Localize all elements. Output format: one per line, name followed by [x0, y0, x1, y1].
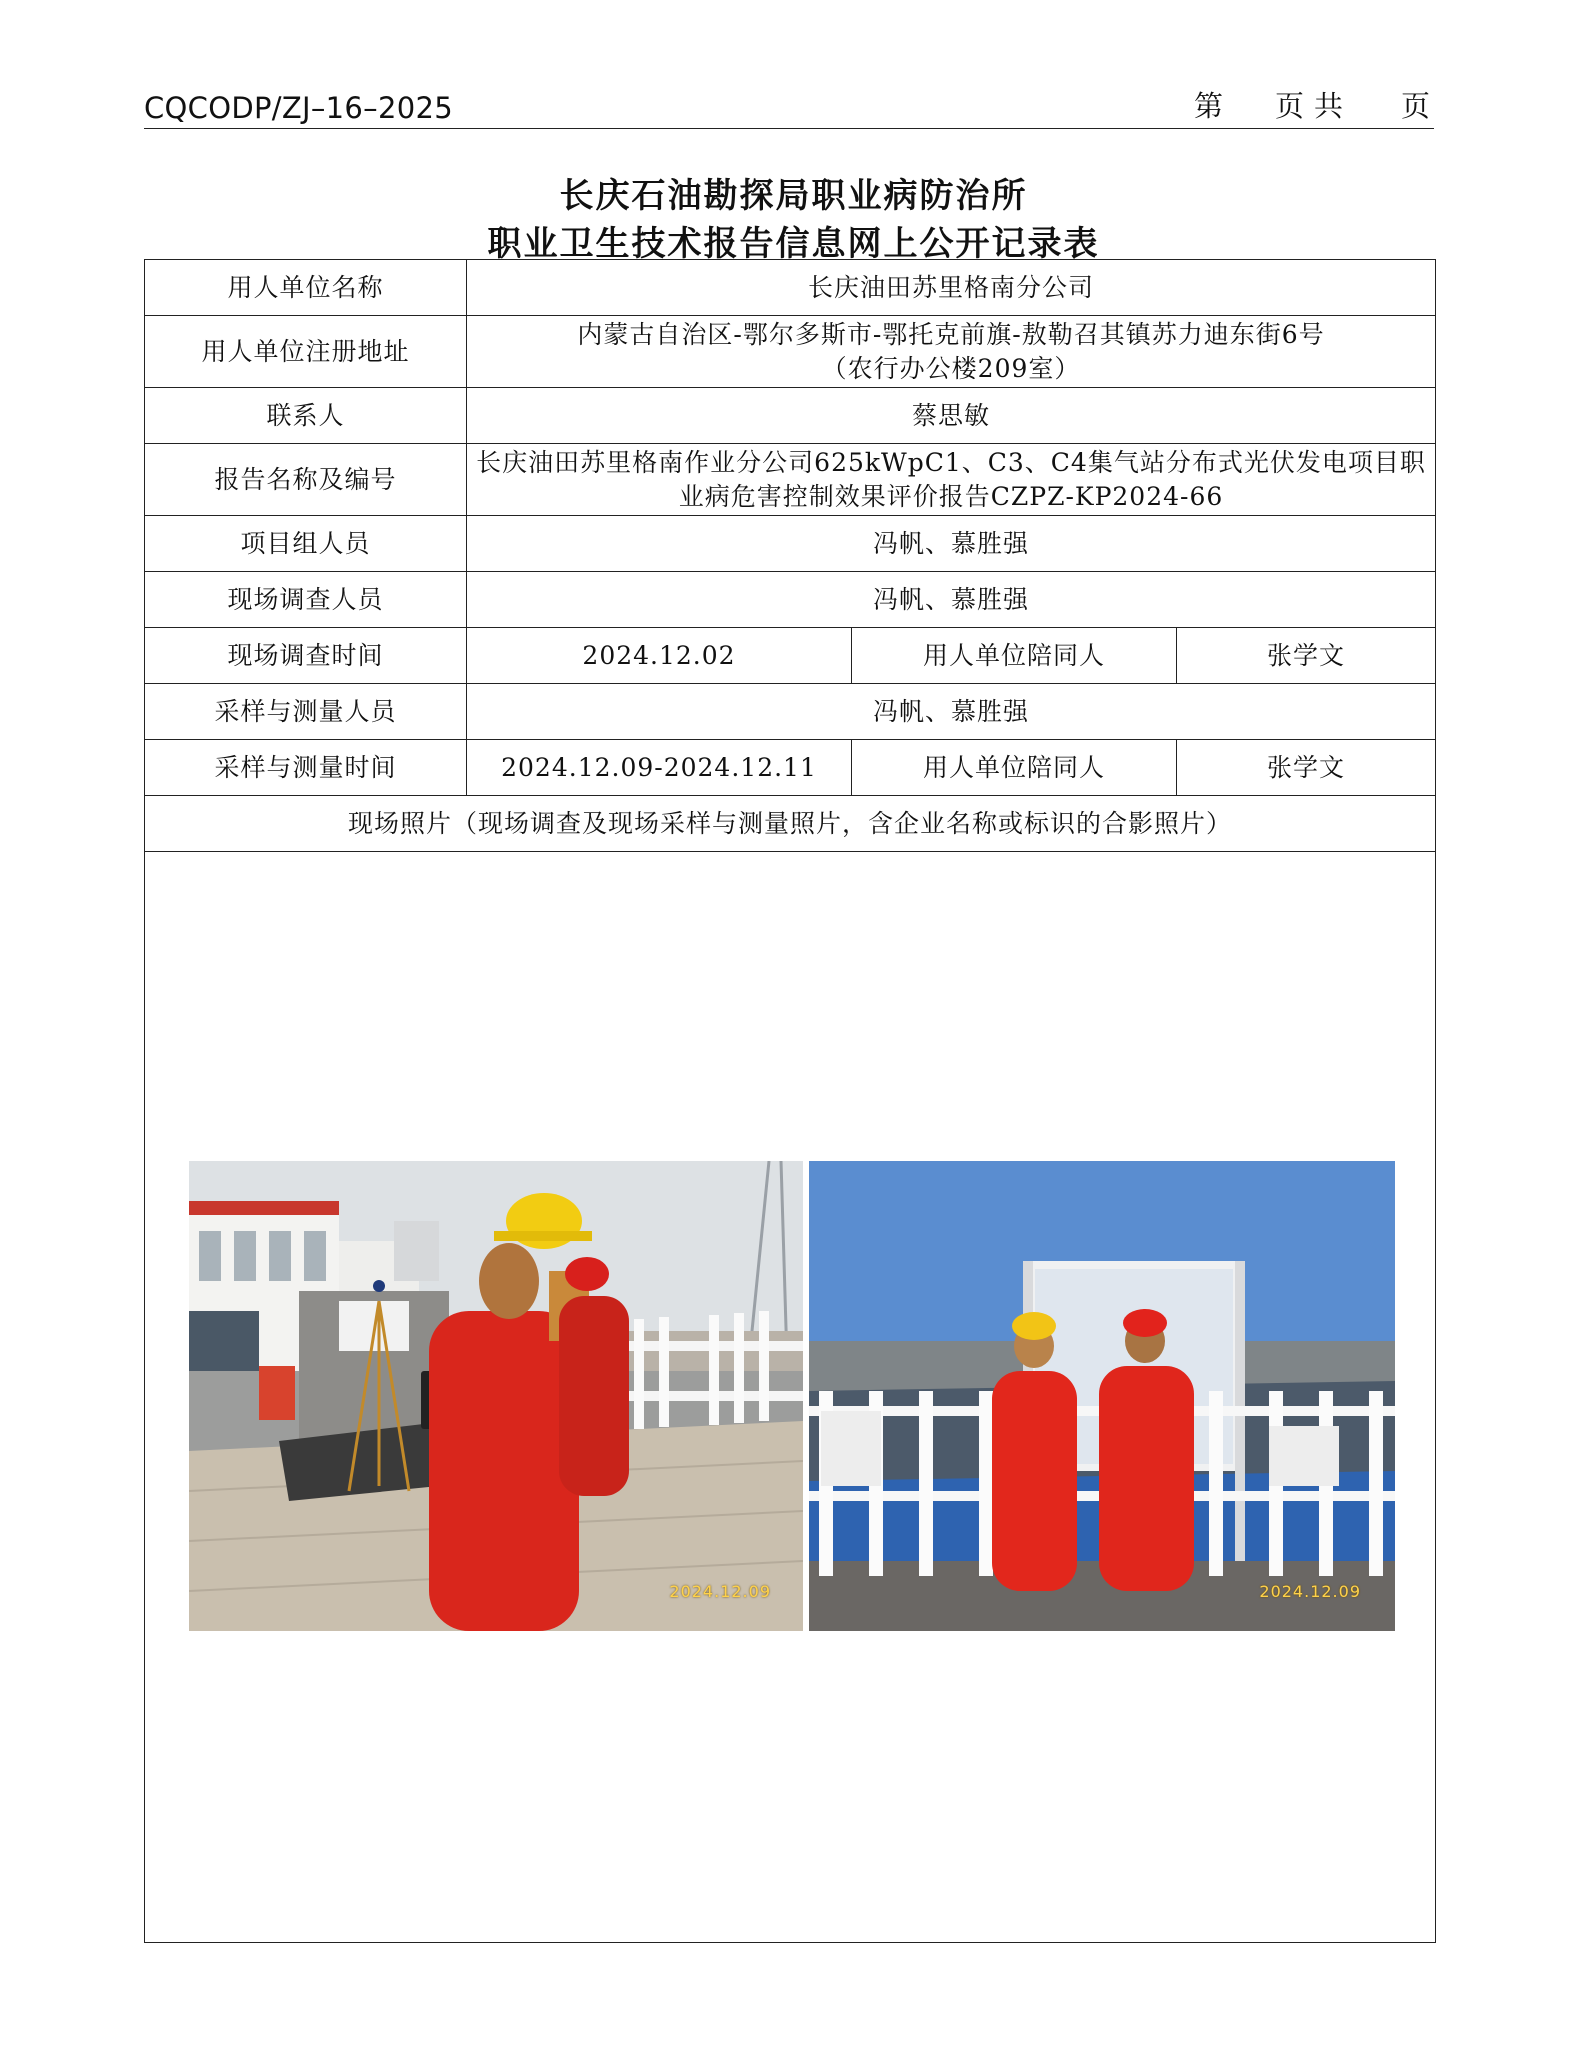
- label-report: 报告名称及编号: [145, 444, 467, 516]
- label-employer-name: 用人单位名称: [145, 260, 467, 316]
- photos-heading: 现场照片（现场调查及现场采样与测量照片，含企业名称或标识的合影照片）: [145, 796, 1436, 852]
- record-table: [144, 259, 1436, 1943]
- label-survey-staff: 现场调查人员: [145, 572, 467, 628]
- label-sampling-time: 采样与测量时间: [145, 740, 467, 796]
- page-header: [144, 89, 1434, 129]
- table-row: [145, 260, 1436, 316]
- label-contact: 联系人: [145, 388, 467, 444]
- table-row: [145, 516, 1436, 572]
- table-row: [145, 572, 1436, 628]
- site-photos: [189, 1161, 1395, 1631]
- page-gong-label: 共: [1313, 89, 1343, 123]
- photo-date-stamp: 2024.12.09: [669, 1582, 771, 1601]
- value-sampling-companion: 张学文: [1177, 740, 1436, 796]
- report-line-1: 长庆油田苏里格南作业分公司625kWpC1、C3、C4集气站分布式光伏发电项目职: [476, 447, 1426, 477]
- label-sampling-companion: 用人单位陪同人: [852, 740, 1177, 796]
- label-sampling-staff: 采样与测量人员: [145, 684, 467, 740]
- group-photo-image: [809, 1161, 1395, 1631]
- page-di-label: 第: [1193, 89, 1223, 123]
- value-project-members: 冯帆、慕胜强: [467, 516, 1436, 572]
- label-employer-address: 用人单位注册地址: [145, 316, 467, 388]
- photos-cell: [145, 852, 1436, 1943]
- label-project-members: 项目组人员: [145, 516, 467, 572]
- table-row: [145, 852, 1436, 1943]
- value-contact: 蔡思敏: [467, 388, 1436, 444]
- value-sampling-staff: 冯帆、慕胜强: [467, 684, 1436, 740]
- table-row: [145, 740, 1436, 796]
- table-row: [145, 316, 1436, 388]
- site-survey-photo-image: [189, 1161, 803, 1631]
- value-employer-address: [467, 316, 1436, 388]
- site-survey-photo: [189, 1161, 803, 1631]
- value-survey-companion: 张学文: [1177, 628, 1436, 684]
- report-line-2: 业病危害控制效果评价报告CZPZ-KP2024-66: [678, 481, 1224, 511]
- label-survey-companion: 用人单位陪同人: [852, 628, 1177, 684]
- value-report: [467, 444, 1436, 516]
- document-title-org: 长庆石油勘探局职业病防治所: [559, 176, 1028, 216]
- address-line-2: （农行办公楼209室）: [821, 353, 1081, 383]
- value-sampling-time: 2024.12.09-2024.12.11: [467, 740, 852, 796]
- page-ye-total-label: 页: [1400, 89, 1430, 123]
- table-row: [145, 796, 1436, 852]
- document-title-form: 职业卫生技术报告信息网上公开记录表: [487, 224, 1100, 264]
- page-number-info: [1194, 84, 1430, 125]
- value-survey-staff: 冯帆、慕胜强: [467, 572, 1436, 628]
- label-survey-time: 现场调查时间: [145, 628, 467, 684]
- document-code: CQCODP/ZJ–16–2025: [144, 91, 453, 125]
- table-row: [145, 444, 1436, 516]
- table-row: [145, 388, 1436, 444]
- value-employer-name: 长庆油田苏里格南分公司: [467, 260, 1436, 316]
- table-row: [145, 628, 1436, 684]
- group-photo: [809, 1161, 1395, 1631]
- address-line-1: 内蒙古自治区-鄂尔多斯市-鄂托克前旗-敖勒召其镇苏力迪东街6号: [577, 319, 1325, 349]
- value-survey-time: 2024.12.02: [467, 628, 852, 684]
- page-ye-label: 页: [1274, 89, 1304, 123]
- photo-date-stamp: 2024.12.09: [1259, 1582, 1361, 1601]
- table-row: [145, 684, 1436, 740]
